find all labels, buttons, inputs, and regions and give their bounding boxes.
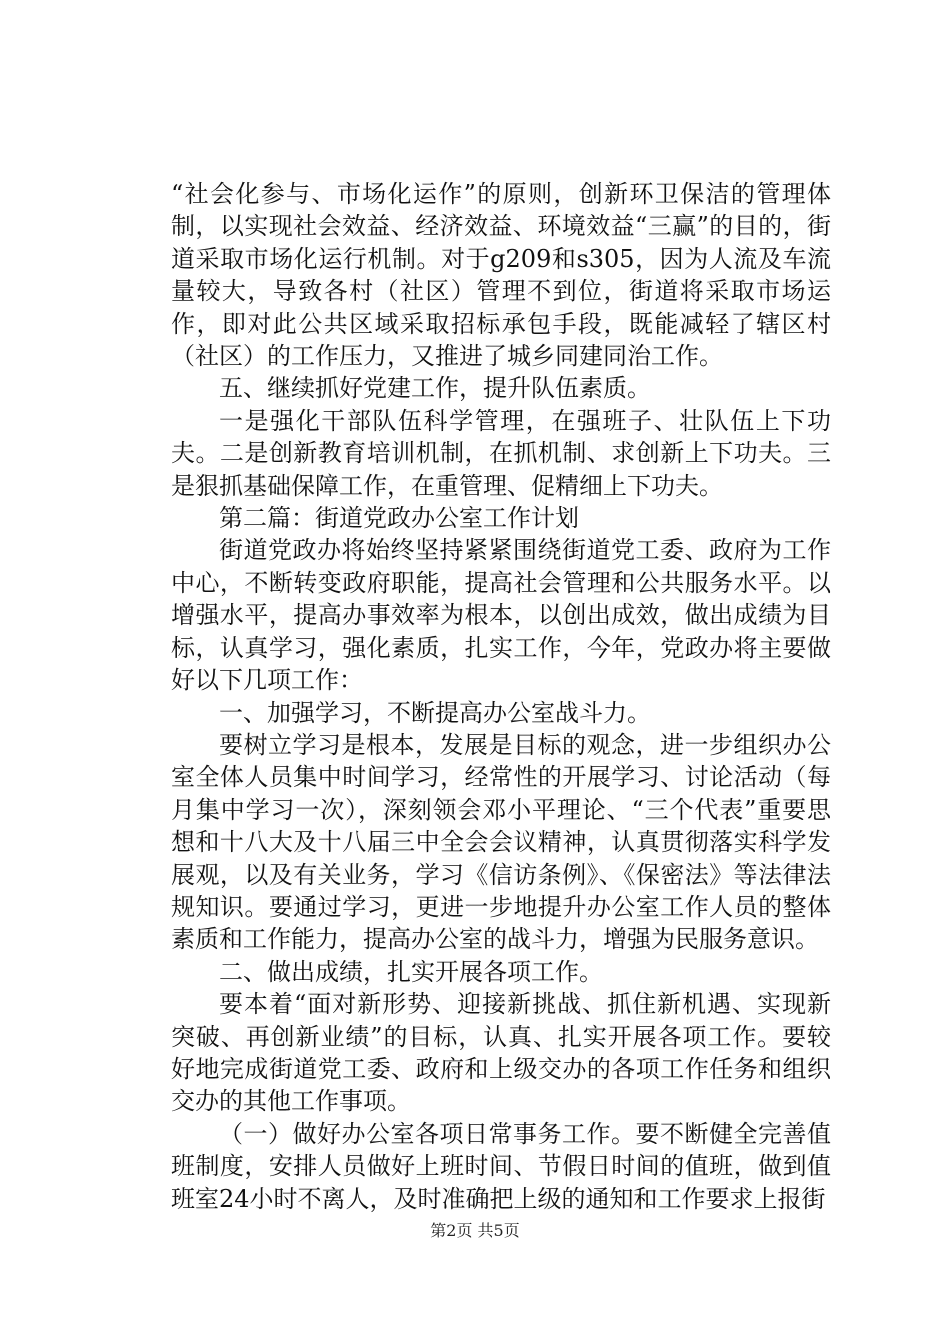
document-body [171,178,831,1215]
paragraph-1: “社会化参与、市场化运作”的原则，创新环卫保洁的管理体制，以实现社会效益、经济效益、环境效益“三赢”的目的，街道采取市场化运行机制。对于g209和s305，因为人流及车流量较大，导致各村（社区）管理不到位，街道将采取市场运作，即对此公共区域采取招标承包手段，既能减轻了辖区村（社区）的工作压力，又推进了城乡同建同治工作。 [171,180,831,371]
chapter-title: 第二篇：街道党政办公室工作计划 [219,504,579,533]
paragraph-9: 要本着“面对新形势、迎接新挑战、抓住新机遇、实现新突破、再创新业绩”的目标，认真、扎实开展各项工作。要较好地完成街道党工委、政府和上级交办的各项工作任务和组织交办的其他工作事项。 [171,990,831,1116]
section-heading-1: 一、加强学习，不断提高办公室战斗力。 [219,698,651,727]
paragraph-7: 要树立学习是根本，发展是目标的观念，进一步组织办公室全体人员集中时间学习，经常性的开展学习、讨论活动（每月集中学习一次），深刻领会邓小平理论、“三个代表”重要思想和十八大及十八届三中全会会议精神，认真贯彻落实科学发展观，以及有关业务，学习《信访条例》、《保密法》等法律法规知识。要通过学习，更进一步地提升办公室工作人员的整体素质和工作能力，提高办公室的战斗力，增强为民服务意识。 [171,730,831,954]
paragraph-3: 一是强化干部队伍科学管理，在强班子、壮队伍上下功夫。二是创新教育培训机制，在抓机制、求创新上下功夫。三是狠抓基础保障工作，在重管理、促精细上下功夫。 [171,406,831,500]
page-number: 第2页 共5页 [430,1221,520,1240]
paragraph-10: （一）做好办公室各项日常事务工作。要不断健全完善值班制度，安排人员做好上班时间、节假日时间的值班，做到值班室24小时不离人，及时准确把上级的通知和工作要求上报街 [171,1119,831,1213]
section-heading-2: 二、做出成绩，扎实开展各项工作。 [219,957,603,986]
section-heading-5: 五、继续抓好党建工作，提升队伍素质。 [219,374,651,403]
paragraph-5: 街道党政办将始终坚持紧紧围绕街道党工委、政府为工作中心，不断转变政府职能，提高社会管理和公共服务水平。以增强水平，提高办事效率为根本，以创出成效，做出成绩为目标，认真学习，强化素质，扎实工作，今年，党政办将主要做好以下几项工作： [171,536,831,695]
